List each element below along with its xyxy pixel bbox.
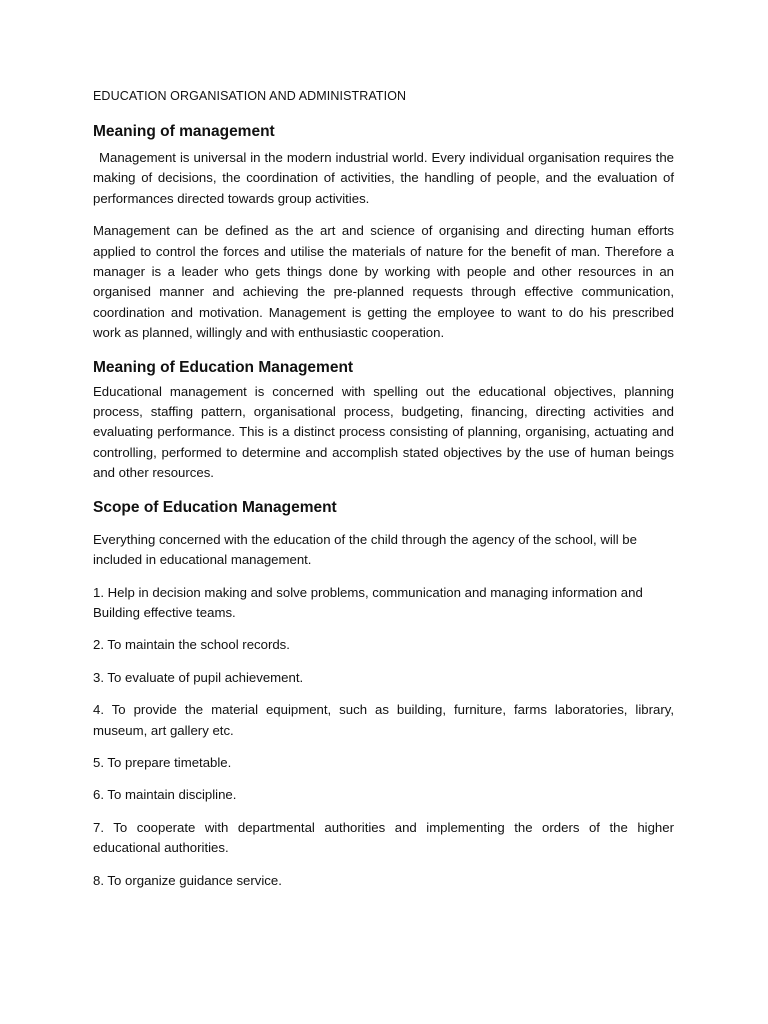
list-item: 3. To evaluate of pupil achievement. [93,669,304,685]
section-heading: Meaning of management [93,123,275,140]
paragraph: Management is universal in the modern industrial world. Every individual organisation requires the making of decisions, the coordination of activities, the handling of people, and the evaluation of performances directed towards group activities. [93,150,674,206]
section-heading: Meaning of Education Management [93,358,354,376]
list-item: 2. To maintain the school records. [93,637,290,653]
section-heading: Scope of Education Management [93,498,337,516]
scope-intro: Everything concerned with the education of the child through the agency of the school, will be included in educational management. [93,531,637,568]
section-meaning-of-education-management [93,358,674,484]
list-item: 7. To cooperate with departmental authorities and implementing the orders of the higher educational authorities. [93,819,674,856]
section-scope-of-education-management [93,498,674,891]
document-title: EDUCATION ORGANISATION AND ADMINISTRATION [93,89,407,103]
paragraph: Management can be defined as the art and science of organising and directing human efforts applied to control the forces and utilise the materials of nature for the benefit of man. Therefore a manager is a leader who gets things done by working with people and other resources in an organised manner and achieving the pre-planned requests through effective communication, coordination and motivation. Management is getting the employee to want to do his prescribed work as planned, willingly and with enthusiastic cooperation. [93,223,674,341]
list-item: 8. To organize guidance service. [93,872,282,888]
list-item: 4. To provide the material equipment, such as building, furniture, farms laboratories, library, museum, art gallery etc. [93,702,674,738]
section-meaning-of-management [93,122,674,344]
list-item: 1. Help in decision making and solve problems, communication and managing information and Building effective teams. [93,584,643,620]
list-item: 5. To prepare timetable. [93,754,232,770]
list-item: 6. To maintain discipline. [93,787,237,803]
paragraph: Educational management is concerned with spelling out the educational objectives, planning process, staffing pattern, organisational process, budgeting, financing, directing activities and evaluating performance. This is a distinct process consisting of planning, organising, actuating and controlling, performed to determine and accomplish stated objectives by the use of human beings and other resources. [93,383,674,481]
